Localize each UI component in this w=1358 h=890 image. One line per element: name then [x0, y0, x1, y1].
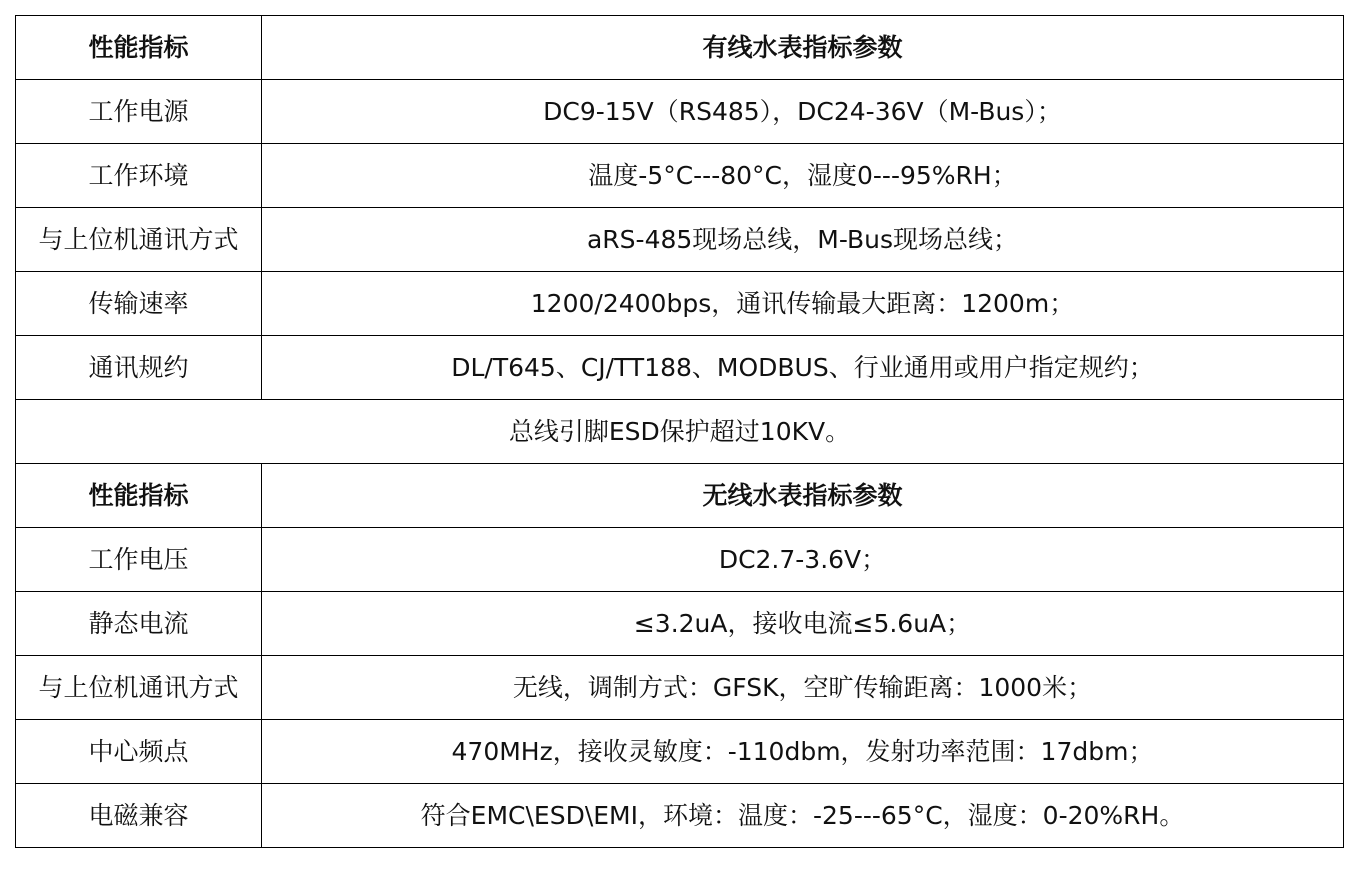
row-value: 温度-5°C---80°C，湿度0---95%RH； [262, 144, 1344, 208]
row-label: 静态电流 [16, 592, 262, 656]
wired-header-label: 性能指标 [16, 16, 262, 80]
row-label: 通讯规约 [16, 336, 262, 400]
wireless-header-row [16, 464, 1344, 528]
table-row [16, 720, 1344, 784]
row-label: 工作环境 [16, 144, 262, 208]
table-row [16, 144, 1344, 208]
row-value: DC9-15V（RS485），DC24-36V（M-Bus）； [262, 80, 1344, 144]
note-row [16, 400, 1344, 464]
table-row [16, 80, 1344, 144]
row-label: 电磁兼容 [16, 784, 262, 848]
table-row [16, 336, 1344, 400]
row-label: 中心频点 [16, 720, 262, 784]
row-value: DC2.7-3.6V； [262, 528, 1344, 592]
wired-header-row [16, 16, 1344, 80]
row-label: 与上位机通讯方式 [16, 208, 262, 272]
wireless-header-value: 无线水表指标参数 [262, 464, 1344, 528]
esd-note: 总线引脚ESD保护超过10KV。 [16, 400, 1344, 464]
table-row [16, 784, 1344, 848]
table-row [16, 208, 1344, 272]
wireless-header-label: 性能指标 [16, 464, 262, 528]
spec-table [15, 15, 1344, 848]
row-value: 470MHz，接收灵敏度：-110dbm，发射功率范围：17dbm； [262, 720, 1344, 784]
row-value: 无线，调制方式：GFSK，空旷传输距离：1000米； [262, 656, 1344, 720]
row-label: 与上位机通讯方式 [16, 656, 262, 720]
table-row [16, 592, 1344, 656]
row-value: 符合EMC\ESD\EMI，环境：温度：-25---65°C，湿度：0-20%RH。 [262, 784, 1344, 848]
row-value: DL/T645、CJ/TT188、MODBUS、行业通用或用户指定规约； [262, 336, 1344, 400]
row-value: ≤3.2uA，接收电流≤5.6uA； [262, 592, 1344, 656]
row-label: 工作电压 [16, 528, 262, 592]
row-value: aRS-485现场总线，M-Bus现场总线； [262, 208, 1344, 272]
wired-header-value: 有线水表指标参数 [262, 16, 1344, 80]
table-row [16, 656, 1344, 720]
row-label: 工作电源 [16, 80, 262, 144]
table-row [16, 272, 1344, 336]
table-row [16, 528, 1344, 592]
row-label: 传输速率 [16, 272, 262, 336]
row-value: 1200/2400bps，通讯传输最大距离：1200m； [262, 272, 1344, 336]
